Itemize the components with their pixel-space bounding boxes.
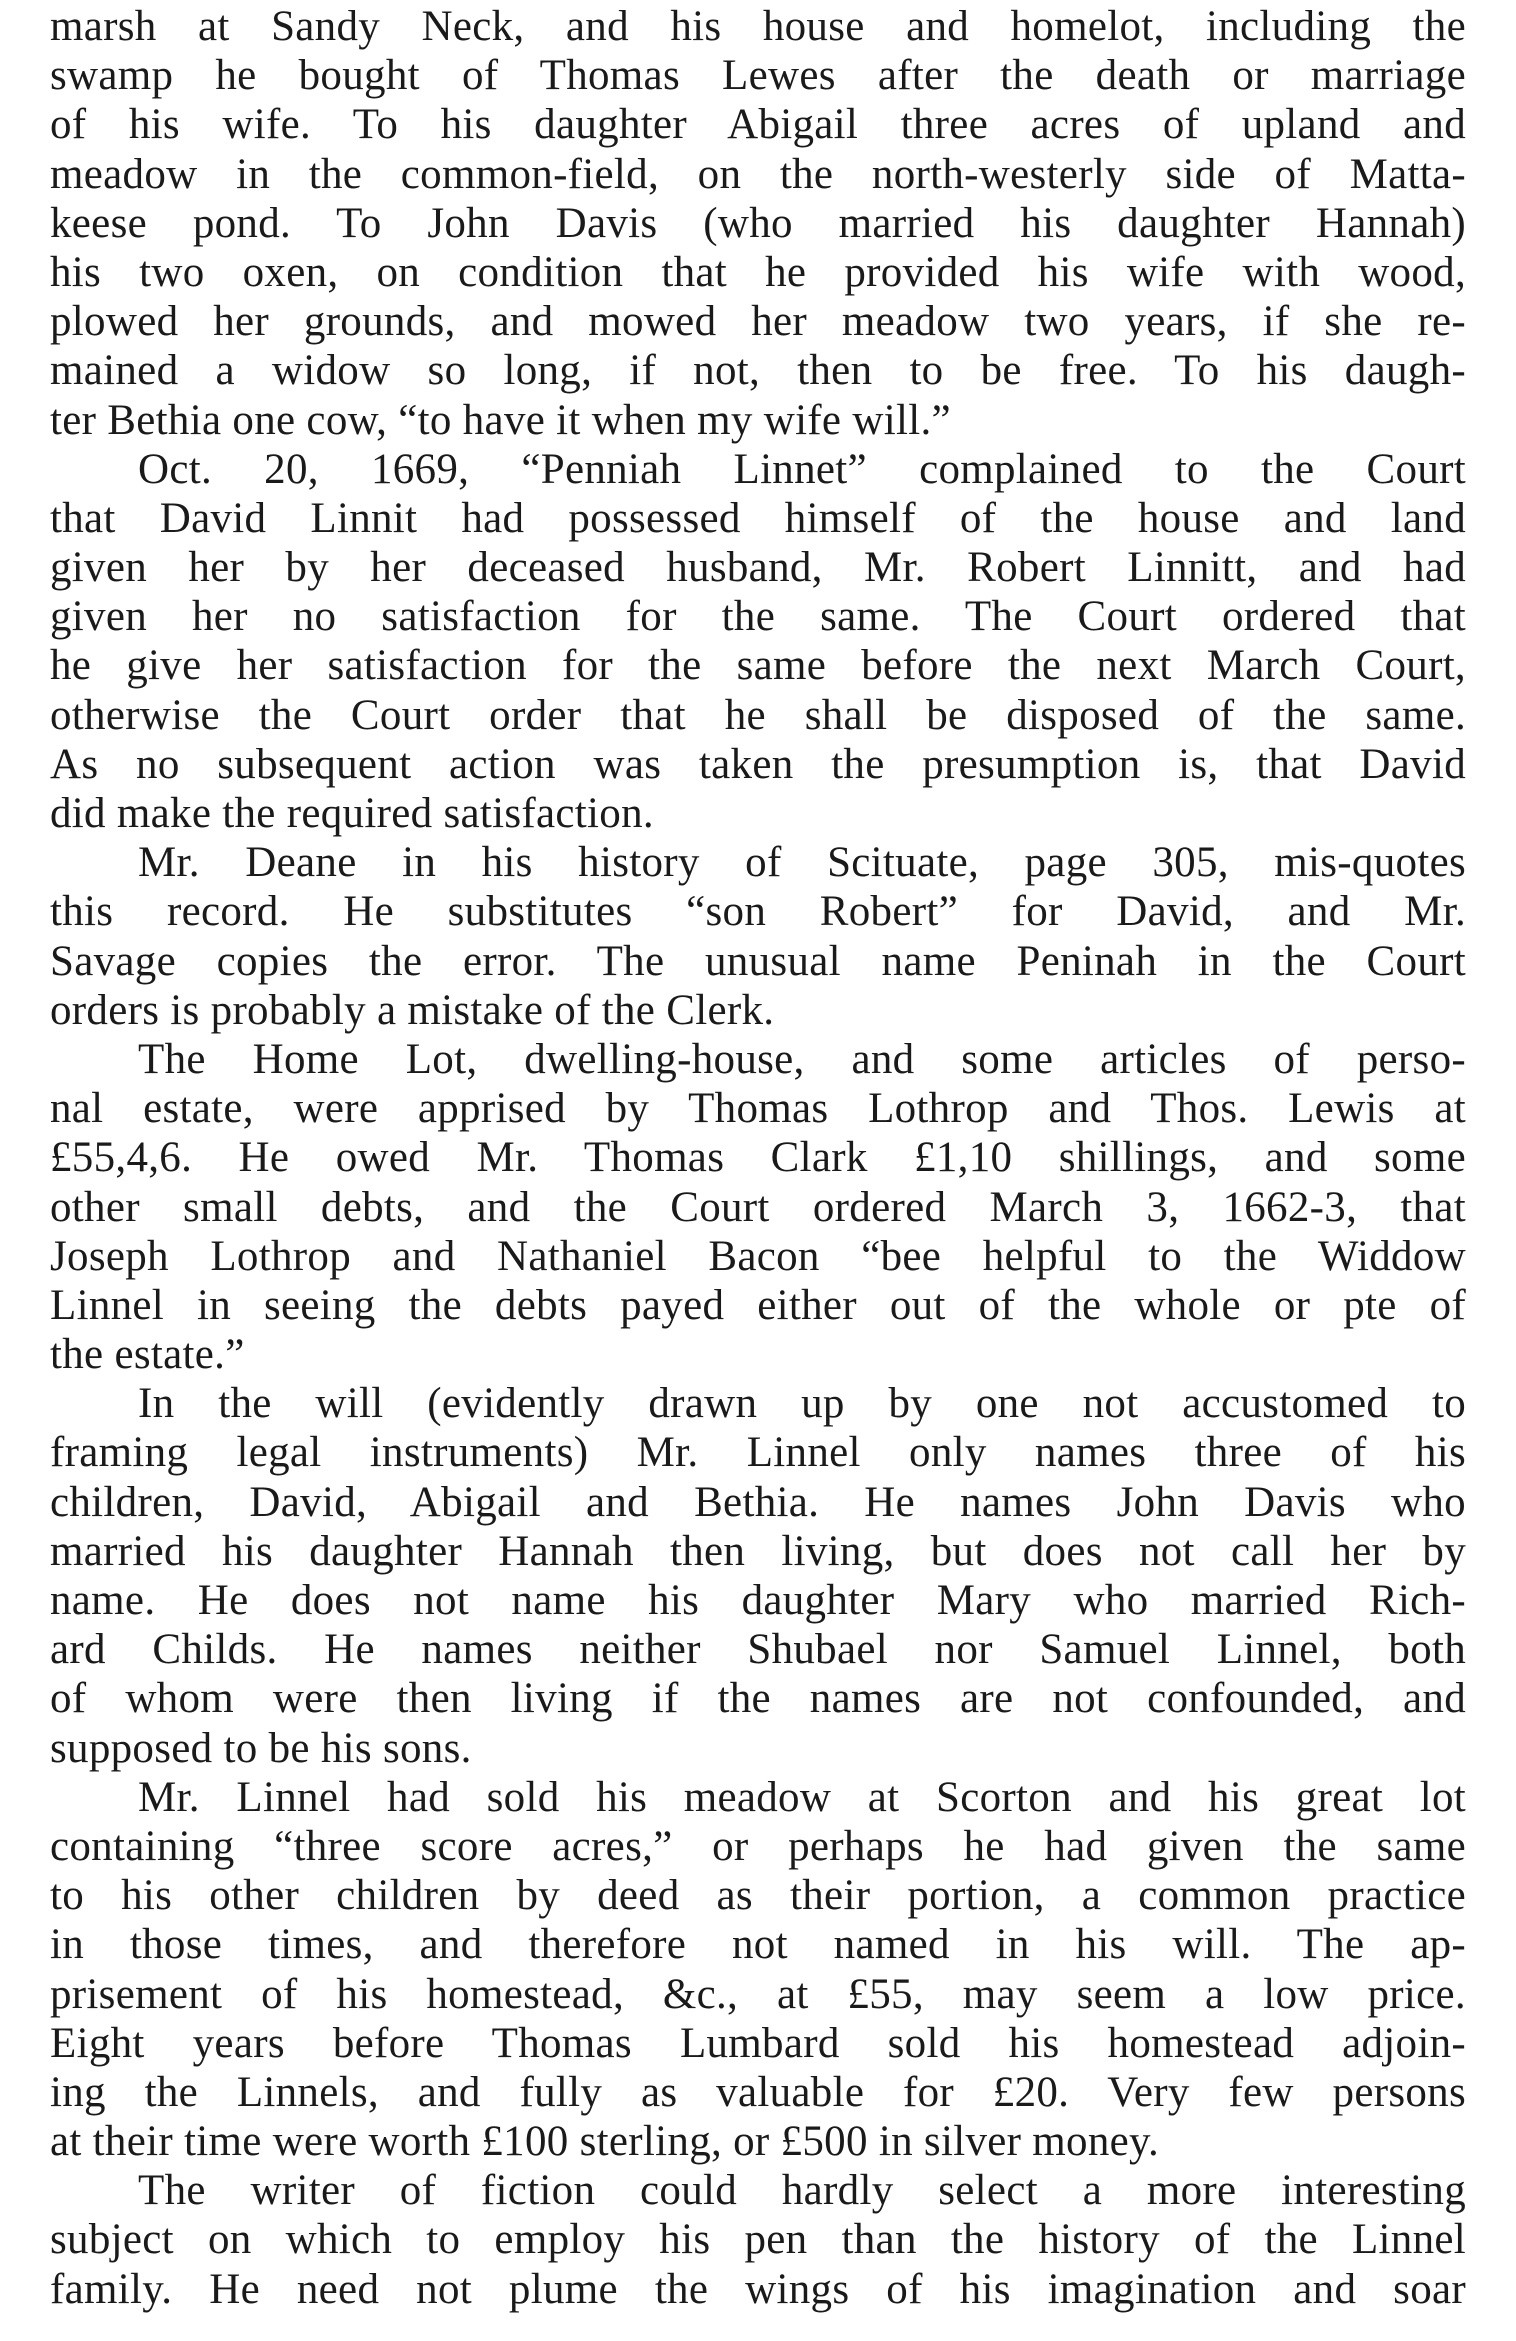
text-line: supposed to be his sons. <box>50 1724 472 1772</box>
text-line: keese pond. To John Davis (who married his daughter Hannah) <box>50 199 1466 247</box>
text-line: prisement of his homestead, &c., at £55, may seem a low price. <box>50 1970 1466 2018</box>
text-line: £55,4,6. He owed Mr. Thomas Clark £1,10 shillings, and some <box>50 1134 1466 1182</box>
text-line: ing the Linnels, and fully as valuable for £20. Very few persons <box>50 2068 1466 2116</box>
text-line: Mr. Deane in his history of Scituate, page 305, mis-quotes <box>138 839 1466 887</box>
text-line: married his daughter Hannah then living, but does not call her by <box>50 1527 1466 1575</box>
text-line: of his wife. To his daughter Abigail three acres of upland and <box>50 101 1466 149</box>
text-line: this record. He substitutes “son Robert” for David, and Mr. <box>50 888 1466 936</box>
text-line: of whom were then living if the names are not confounded, and <box>50 1675 1466 1723</box>
text-line: at their time were worth £100 sterling, or £500 in silver money. <box>50 2118 1160 2166</box>
text-line: that David Linnit had possessed himself of the house and land <box>50 494 1466 542</box>
text-line: given her by her deceased husband, Mr. Robert Linnitt, and had <box>50 544 1466 592</box>
text-line: ard Childs. He names neither Shubael nor Samuel Linnel, both <box>50 1626 1466 1674</box>
text-line: family. He need not plume the wings of his imagination and soar <box>50 2265 1466 2313</box>
text-line: Joseph Lothrop and Nathaniel Bacon “bee helpful to the Widdow <box>50 1232 1466 1280</box>
text-line: name. He does not name his daughter Mary who married Rich- <box>50 1577 1466 1624</box>
text-line: subject on which to employ his pen than the history of the Linnel <box>50 2216 1466 2264</box>
text-line: did make the required satisfaction. <box>50 790 654 837</box>
text-line: Oct. 20, 1669, “Penniah Linnet” complained to the Court <box>138 445 1466 493</box>
text-line: the estate.” <box>50 1331 245 1379</box>
text-line: meadow in the common-field, on the north-westerly side of Matta- <box>50 150 1466 198</box>
text-line: ter Bethia one cow, “to have it when my wife will.” <box>50 396 951 444</box>
text-line: The Home Lot, dwelling-house, and some articles of perso- <box>138 1035 1466 1083</box>
text-line: in those times, and therefore not named in his will. The ap- <box>50 1921 1466 1969</box>
text-line: children, David, Abigail and Bethia. He names John Davis who <box>50 1478 1466 1526</box>
text-line: orders is probably a mistake of the Clerk. <box>50 986 775 1034</box>
text-line: As no subsequent action was taken the presumption is, that David <box>50 740 1466 788</box>
text-line: The writer of fiction could hardly select a more interesting <box>138 2167 1466 2215</box>
text-line: to his other children by deed as their portion, a common practice <box>50 1872 1466 1920</box>
text-line: Savage copies the error. The unusual name Peninah in the Court <box>50 937 1466 985</box>
text-line: containing “three score acres,” or perhaps he had given the same <box>50 1822 1466 1870</box>
text-line: swamp he bought of Thomas Lewes after the death or marriage <box>50 52 1466 100</box>
text-line: framing legal instruments) Mr. Linnel only names three of his <box>50 1429 1466 1477</box>
text-line: otherwise the Court order that he shall be disposed of the same. <box>50 691 1466 739</box>
text-line: his two oxen, on condition that he provided his wife with wood, <box>50 248 1466 296</box>
text-line: mained a widow so long, if not, then to be free. To his daugh- <box>50 347 1466 395</box>
text-line: Mr. Linnel had sold his meadow at Scorton and his great lot <box>138 1773 1466 1821</box>
text-line: given her no satisfaction for the same. The Court ordered that <box>50 593 1466 641</box>
text-line: Linnel in seeing the debts payed either out of the whole or pte of <box>50 1281 1466 1329</box>
body-text <box>50 2 1466 2314</box>
text-line: Eight years before Thomas Lumbard sold his homestead adjoin- <box>50 2019 1466 2067</box>
text-line: plowed her grounds, and mowed her meadow two years, if she re- <box>50 298 1466 346</box>
text-line: marsh at Sandy Neck, and his house and homelot, including the <box>50 3 1466 50</box>
text-line: he give her satisfaction for the same before the next March Court, <box>50 642 1466 690</box>
text-line: nal estate, were apprised by Thomas Lothrop and Thos. Lewis at <box>50 1085 1466 1133</box>
text-line: other small debts, and the Court ordered March 3, 1662-3, that <box>50 1183 1466 1231</box>
text-line: In the will (evidently drawn up by one not accustomed to <box>138 1380 1466 1428</box>
